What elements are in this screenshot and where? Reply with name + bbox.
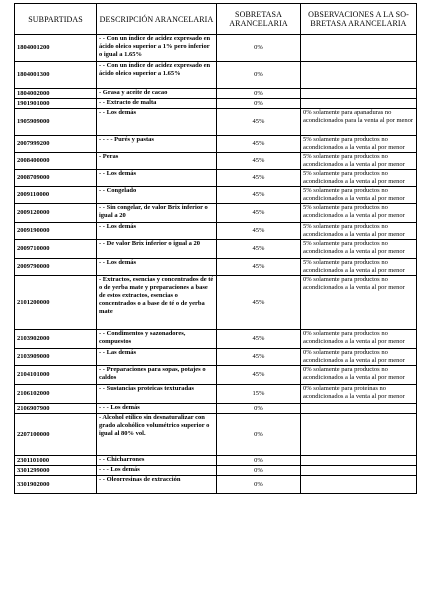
sobretasa-cell: 45% — [217, 136, 301, 153]
sobretasa-cell: 0% — [217, 99, 301, 109]
subpartida-cell: 2008709000 — [15, 170, 97, 187]
table-row — [15, 99, 417, 109]
header-subpartidas: SUBPARTIDAS — [15, 4, 97, 35]
observaciones-cell — [301, 466, 417, 476]
descripcion-cell: - - Los demás — [97, 170, 217, 187]
sobretasa-cell: 0% — [217, 89, 301, 99]
observaciones-cell — [301, 414, 417, 456]
table-row — [15, 136, 417, 153]
sobretasa-cell: 45% — [217, 223, 301, 240]
descripcion-cell: - - Chicharrones — [97, 456, 217, 466]
sobretasa-cell: 45% — [217, 187, 301, 204]
subpartida-cell: 1905909000 — [15, 109, 97, 136]
observaciones-cell — [301, 456, 417, 466]
observaciones-cell: 0% solamente para productos no acondicionados a la venta al por menor — [301, 330, 417, 349]
table-row — [15, 349, 417, 366]
sobretasa-cell: 45% — [217, 276, 301, 330]
observaciones-cell — [301, 35, 417, 62]
subpartida-cell: 1804001200 — [15, 35, 97, 62]
table-row — [15, 476, 417, 494]
sobretasa-cell: 45% — [217, 170, 301, 187]
observaciones-cell: 5% solamente para productos no acondicionados a la venta al por menor — [301, 187, 417, 204]
descripcion-cell: - - - Los demás — [97, 466, 217, 476]
subpartida-cell: 2207100000 — [15, 414, 97, 456]
sobretasa-cell: 15% — [217, 385, 301, 404]
table-row — [15, 330, 417, 349]
observaciones-cell: 5% solamente para productos no acondicionados a la venta al por menor — [301, 153, 417, 170]
table-row — [15, 366, 417, 385]
observaciones-cell: 0% solamente para productos no acondicionados a la venta al por menor — [301, 366, 417, 385]
sobretasa-cell: 45% — [217, 366, 301, 385]
observaciones-cell — [301, 404, 417, 414]
observaciones-cell: 5% solamente para productos no acondicionados a la venta al por menor — [301, 240, 417, 259]
sobretasa-cell: 0% — [217, 404, 301, 414]
descripcion-cell: - - Con un índice de acidez expresado en ácido oleico superior a 1% pero inferior o igual a 1.65% — [97, 35, 217, 62]
sobretasa-cell: 45% — [217, 204, 301, 223]
subpartida-cell: 2104101000 — [15, 366, 97, 385]
descripcion-cell: - Grasa y aceite de cacao — [97, 89, 217, 99]
subpartida-cell: 2009710000 — [15, 240, 97, 259]
subpartida-cell: 1901901000 — [15, 99, 97, 109]
descripcion-cell: - - Congelado — [97, 187, 217, 204]
subpartida-cell: 2007999200 — [15, 136, 97, 153]
descripcion-cell: - - Las demás — [97, 349, 217, 366]
descripcion-cell: - - Los demás — [97, 223, 217, 240]
sobretasa-cell: 45% — [217, 240, 301, 259]
header-sobretasa: SOBRETASA ARANCELARIA — [217, 4, 301, 35]
sobretasa-cell: 45% — [217, 330, 301, 349]
descripcion-cell: - - Sin congelar, de valor Brix inferior o igual a 20 — [97, 204, 217, 223]
subpartida-cell: 2106907900 — [15, 404, 97, 414]
descripcion-cell: - - Los demás — [97, 109, 217, 136]
table-row — [15, 466, 417, 476]
sobretasa-cell: 0% — [217, 466, 301, 476]
subpartida-cell: 2101200000 — [15, 276, 97, 330]
descripcion-cell: - - Preparaciones para sopas, potajes o caldos — [97, 366, 217, 385]
subpartida-cell: 2008400000 — [15, 153, 97, 170]
table-row — [15, 89, 417, 99]
sobretasa-cell: 0% — [217, 476, 301, 494]
table-row — [15, 62, 417, 89]
descripcion-cell: - - Los demás — [97, 259, 217, 276]
descripcion-cell: - - Extracto de malta — [97, 99, 217, 109]
subpartida-cell: 2009110000 — [15, 187, 97, 204]
observaciones-cell: 5% solamente para productos no acondicionados a la venta al por menor — [301, 170, 417, 187]
subpartida-cell: 2009190000 — [15, 223, 97, 240]
sobretasa-cell: 45% — [217, 109, 301, 136]
table-header — [15, 4, 417, 35]
descripcion-cell: - - - - Purés y pastas — [97, 136, 217, 153]
subpartida-cell: 2103902000 — [15, 330, 97, 349]
observaciones-cell — [301, 476, 417, 494]
sobretasa-cell: 0% — [217, 456, 301, 466]
table-row — [15, 385, 417, 404]
table-row — [15, 204, 417, 223]
subpartida-cell: 2103909000 — [15, 349, 97, 366]
observaciones-cell: 0% solamente para productos no acondicionados a la venta al por menor — [301, 349, 417, 366]
descripcion-cell: - Peras — [97, 153, 217, 170]
descripcion-cell: - - Con un índice de acidez expresado en ácido oleico superior a 1.65% — [97, 62, 217, 89]
descripcion-cell: - - Oleorresinas de extracción — [97, 476, 217, 494]
sobretasa-cell: 45% — [217, 349, 301, 366]
table-row — [15, 187, 417, 204]
observaciones-cell: 0% solamente para proteínas no acondicionados a la venta al por menor — [301, 385, 417, 404]
sobretasa-cell: 0% — [217, 35, 301, 62]
header-observaciones: OBSERVACIONES A LA SO-BRETASA ARANCELARIA — [301, 4, 417, 35]
tariff-table — [14, 3, 417, 494]
observaciones-cell: 5% solamente para productos no acondicionados a la venta al por menor — [301, 136, 417, 153]
table-row — [15, 240, 417, 259]
descripcion-cell: - Alcohol etílico sin desnaturalizar con grado alcohólico volumétrico superior o igual al 80% vol. — [97, 414, 217, 456]
observaciones-cell: 5% solamente para productos no acondicionados a la venta al por menor — [301, 204, 417, 223]
header-descripcion: DESCRIPCIÓN ARANCELARIA — [97, 4, 217, 35]
subpartida-cell: 3301299000 — [15, 466, 97, 476]
observaciones-cell: 5% solamente para productos no acondicionados a la venta al por menor — [301, 259, 417, 276]
table-row — [15, 259, 417, 276]
sobretasa-cell: 45% — [217, 153, 301, 170]
descripcion-cell: - - Condimentos y sazonadores, compuestos — [97, 330, 217, 349]
sobretasa-cell: 0% — [217, 414, 301, 456]
header-row — [15, 4, 417, 35]
table-row — [15, 456, 417, 466]
table-row — [15, 223, 417, 240]
subpartida-cell: 3301902000 — [15, 476, 97, 494]
subpartida-cell: 1804001300 — [15, 62, 97, 89]
descripcion-cell: - - - Los demás — [97, 404, 217, 414]
subpartida-cell: 1804002000 — [15, 89, 97, 99]
table-row — [15, 276, 417, 330]
observaciones-cell: 5% solamente para productos no acondicionados a la venta al por menor — [301, 223, 417, 240]
table-body — [15, 35, 417, 494]
observaciones-cell — [301, 89, 417, 99]
observaciones-cell: 0% solamente para productos no acondicionados a la venta al por menor — [301, 276, 417, 330]
observaciones-cell: 0% solamente para apanaduras no acondicionados para la venta al por menor — [301, 109, 417, 136]
sobretasa-cell: 45% — [217, 259, 301, 276]
table-row — [15, 35, 417, 62]
table-row — [15, 404, 417, 414]
table-row — [15, 170, 417, 187]
table-row — [15, 153, 417, 170]
observaciones-cell — [301, 62, 417, 89]
table-row — [15, 414, 417, 456]
subpartida-cell: 2009120000 — [15, 204, 97, 223]
subpartida-cell: 2009790000 — [15, 259, 97, 276]
descripcion-cell: - Extractos, esencias y concentrados de té o de yerba mate y preparaciones a base de estos extractos, esencias o concentrados o a base de té o de yerba mate — [97, 276, 217, 330]
sobretasa-cell: 0% — [217, 62, 301, 89]
descripcion-cell: - - De valor Brix inferior o igual a 20 — [97, 240, 217, 259]
subpartida-cell: 2106102000 — [15, 385, 97, 404]
descripcion-cell: - - Sustancias proteicas texturadas — [97, 385, 217, 404]
table-row — [15, 109, 417, 136]
observaciones-cell — [301, 99, 417, 109]
subpartida-cell: 2301101000 — [15, 456, 97, 466]
